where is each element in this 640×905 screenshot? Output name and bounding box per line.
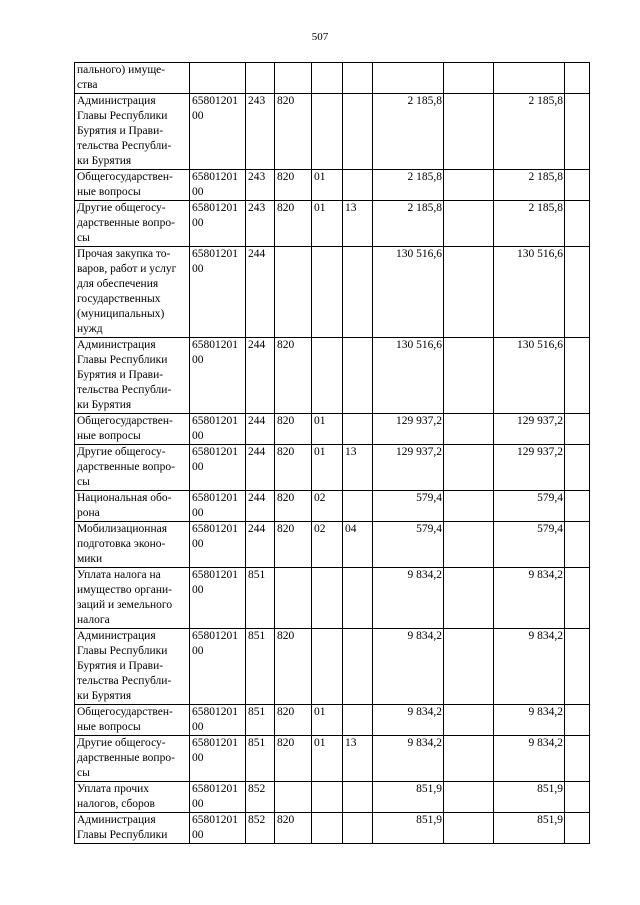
section-cell	[312, 247, 343, 338]
amount-cell: 2 185,8	[373, 201, 444, 247]
empty-cell	[565, 491, 590, 522]
amount-cell: 579,4	[373, 491, 444, 522]
target-article-cell: 65801201 00	[190, 94, 246, 170]
subsection-cell	[343, 338, 373, 414]
amount-cell: 9 834,2	[373, 736, 444, 782]
empty-cell	[444, 491, 494, 522]
table-row	[75, 414, 590, 445]
page-number: 507	[311, 31, 329, 43]
table-row	[75, 782, 590, 813]
expense-type-cell: 244	[246, 414, 275, 445]
row-name-cell: Национальная обо- рона	[75, 491, 190, 522]
empty-cell	[565, 445, 590, 491]
row-name-cell: Прочая закупка то- варов, работ и услуг для обеспечения государственных (муниципальных) нужд	[75, 247, 190, 338]
empty-cell	[444, 736, 494, 782]
row-name-cell: Уплата налога на имущество органи- заций и земельного налога	[75, 568, 190, 629]
empty-cell	[565, 782, 590, 813]
section-cell	[312, 782, 343, 813]
table-row	[75, 568, 590, 629]
empty-cell	[565, 522, 590, 568]
table-row	[75, 247, 590, 338]
subsection-cell: 13	[343, 445, 373, 491]
target-article-cell	[190, 63, 246, 94]
table-row	[75, 491, 590, 522]
table-row	[75, 170, 590, 201]
amount-total-cell: 2 185,8	[494, 170, 565, 201]
empty-cell	[565, 338, 590, 414]
section-cell	[312, 568, 343, 629]
table-row	[75, 629, 590, 705]
subsection-cell	[343, 170, 373, 201]
ministry-code-cell: 820	[275, 491, 312, 522]
table-row	[75, 201, 590, 247]
empty-cell	[565, 414, 590, 445]
row-name-cell: Другие общегосу- дарственные вопро- сы	[75, 736, 190, 782]
expense-type-cell: 851	[246, 705, 275, 736]
empty-cell	[444, 445, 494, 491]
empty-cell	[565, 63, 590, 94]
table-row	[75, 522, 590, 568]
subsection-cell	[343, 568, 373, 629]
ministry-code-cell	[275, 568, 312, 629]
expense-type-cell: 851	[246, 568, 275, 629]
empty-cell	[565, 201, 590, 247]
table-row	[75, 813, 590, 844]
empty-cell	[444, 63, 494, 94]
target-article-cell: 65801201 00	[190, 491, 246, 522]
row-name-cell: Другие общегосу- дарственные вопро- сы	[75, 201, 190, 247]
ministry-code-cell: 820	[275, 94, 312, 170]
amount-total-cell: 129 937,2	[494, 445, 565, 491]
target-article-cell: 65801201 00	[190, 629, 246, 705]
target-article-cell: 65801201 00	[190, 247, 246, 338]
budget-table	[74, 62, 590, 844]
row-name-cell: Уплата прочих налогов, сборов	[75, 782, 190, 813]
subsection-cell	[343, 94, 373, 170]
empty-cell	[444, 247, 494, 338]
empty-cell	[565, 247, 590, 338]
amount-cell: 9 834,2	[373, 629, 444, 705]
empty-cell	[444, 170, 494, 201]
table-row	[75, 705, 590, 736]
row-name-cell: пального) имуще- ства	[75, 63, 190, 94]
ministry-code-cell: 820	[275, 445, 312, 491]
amount-cell: 129 937,2	[373, 445, 444, 491]
amount-cell: 2 185,8	[373, 170, 444, 201]
ministry-code-cell: 820	[275, 338, 312, 414]
empty-cell	[444, 201, 494, 247]
amount-total-cell: 579,4	[494, 522, 565, 568]
amount-total-cell: 130 516,6	[494, 338, 565, 414]
target-article-cell: 65801201 00	[190, 522, 246, 568]
expense-type-cell: 851	[246, 629, 275, 705]
amount-total-cell	[494, 63, 565, 94]
amount-total-cell: 130 516,6	[494, 247, 565, 338]
empty-cell	[565, 94, 590, 170]
subsection-cell	[343, 491, 373, 522]
expense-type-cell: 244	[246, 445, 275, 491]
subsection-cell: 13	[343, 201, 373, 247]
target-article-cell: 65801201 00	[190, 445, 246, 491]
expense-type-cell: 244	[246, 247, 275, 338]
subsection-cell	[343, 63, 373, 94]
section-cell	[312, 94, 343, 170]
ministry-code-cell: 820	[275, 736, 312, 782]
subsection-cell	[343, 629, 373, 705]
amount-cell: 130 516,6	[373, 338, 444, 414]
target-article-cell: 65801201 00	[190, 568, 246, 629]
ministry-code-cell: 820	[275, 201, 312, 247]
row-name-cell: Общегосударствен- ные вопросы	[75, 414, 190, 445]
ministry-code-cell	[275, 782, 312, 813]
target-article-cell: 65801201 00	[190, 736, 246, 782]
amount-cell: 129 937,2	[373, 414, 444, 445]
empty-cell	[444, 629, 494, 705]
target-article-cell: 65801201 00	[190, 813, 246, 844]
target-article-cell: 65801201 00	[190, 201, 246, 247]
section-cell	[312, 813, 343, 844]
amount-total-cell: 129 937,2	[494, 414, 565, 445]
amount-total-cell: 9 834,2	[494, 568, 565, 629]
subsection-cell	[343, 414, 373, 445]
amount-total-cell: 851,9	[494, 782, 565, 813]
table-row	[75, 63, 590, 94]
section-cell: 01	[312, 170, 343, 201]
amount-total-cell: 579,4	[494, 491, 565, 522]
empty-cell	[565, 736, 590, 782]
section-cell: 01	[312, 705, 343, 736]
table-row	[75, 736, 590, 782]
subsection-cell	[343, 813, 373, 844]
section-cell: 01	[312, 414, 343, 445]
target-article-cell: 65801201 00	[190, 414, 246, 445]
row-name-cell: Администрация Главы Республики	[75, 813, 190, 844]
empty-cell	[444, 338, 494, 414]
ministry-code-cell: 820	[275, 705, 312, 736]
amount-cell: 2 185,8	[373, 94, 444, 170]
section-cell: 01	[312, 201, 343, 247]
amount-cell: 9 834,2	[373, 568, 444, 629]
table-row	[75, 94, 590, 170]
subsection-cell	[343, 247, 373, 338]
expense-type-cell: 244	[246, 491, 275, 522]
expense-type-cell: 852	[246, 782, 275, 813]
row-name-cell: Общегосударствен- ные вопросы	[75, 170, 190, 201]
ministry-code-cell: 820	[275, 813, 312, 844]
empty-cell	[565, 170, 590, 201]
amount-cell: 851,9	[373, 782, 444, 813]
empty-cell	[444, 705, 494, 736]
empty-cell	[444, 94, 494, 170]
ministry-code-cell: 820	[275, 170, 312, 201]
row-name-cell: Мобилизационная подготовка эконо- мики	[75, 522, 190, 568]
subsection-cell	[343, 705, 373, 736]
amount-cell: 579,4	[373, 522, 444, 568]
section-cell	[312, 629, 343, 705]
amount-cell: 9 834,2	[373, 705, 444, 736]
empty-cell	[444, 568, 494, 629]
target-article-cell: 65801201 00	[190, 782, 246, 813]
empty-cell	[444, 813, 494, 844]
expense-type-cell: 851	[246, 736, 275, 782]
empty-cell	[565, 813, 590, 844]
expense-type-cell: 244	[246, 522, 275, 568]
ministry-code-cell	[275, 247, 312, 338]
row-name-cell: Администрация Главы Республики Бурятия и Прави- тельства Республи- ки Бурятия	[75, 629, 190, 705]
section-cell	[312, 63, 343, 94]
row-name-cell: Общегосударствен- ные вопросы	[75, 705, 190, 736]
empty-cell	[444, 782, 494, 813]
row-name-cell: Администрация Главы Республики Бурятия и Прави- тельства Республи- ки Бурятия	[75, 338, 190, 414]
target-article-cell: 65801201 00	[190, 705, 246, 736]
table-row	[75, 445, 590, 491]
amount-total-cell: 2 185,8	[494, 94, 565, 170]
amount-cell: 851,9	[373, 813, 444, 844]
amount-total-cell: 9 834,2	[494, 736, 565, 782]
amount-cell: 130 516,6	[373, 247, 444, 338]
target-article-cell: 65801201 00	[190, 338, 246, 414]
section-cell: 02	[312, 491, 343, 522]
ministry-code-cell: 820	[275, 629, 312, 705]
amount-total-cell: 2 185,8	[494, 201, 565, 247]
subsection-cell: 04	[343, 522, 373, 568]
amount-total-cell: 851,9	[494, 813, 565, 844]
section-cell: 02	[312, 522, 343, 568]
amount-cell	[373, 63, 444, 94]
subsection-cell: 13	[343, 736, 373, 782]
subsection-cell	[343, 782, 373, 813]
ministry-code-cell: 820	[275, 522, 312, 568]
expense-type-cell: 243	[246, 201, 275, 247]
empty-cell	[565, 568, 590, 629]
table-row	[75, 338, 590, 414]
ministry-code-cell	[275, 63, 312, 94]
expense-type-cell: 244	[246, 338, 275, 414]
section-cell: 01	[312, 736, 343, 782]
empty-cell	[444, 414, 494, 445]
section-cell: 01	[312, 445, 343, 491]
row-name-cell: Другие общегосу- дарственные вопро- сы	[75, 445, 190, 491]
section-cell	[312, 338, 343, 414]
amount-total-cell: 9 834,2	[494, 705, 565, 736]
empty-cell	[444, 522, 494, 568]
empty-cell	[565, 629, 590, 705]
expense-type-cell: 243	[246, 170, 275, 201]
expense-type-cell: 852	[246, 813, 275, 844]
expense-type-cell	[246, 63, 275, 94]
empty-cell	[565, 705, 590, 736]
row-name-cell: Администрация Главы Республики Бурятия и Прави- тельства Республи- ки Бурятия	[75, 94, 190, 170]
amount-total-cell: 9 834,2	[494, 629, 565, 705]
target-article-cell: 65801201 00	[190, 170, 246, 201]
expense-type-cell: 243	[246, 94, 275, 170]
ministry-code-cell: 820	[275, 414, 312, 445]
